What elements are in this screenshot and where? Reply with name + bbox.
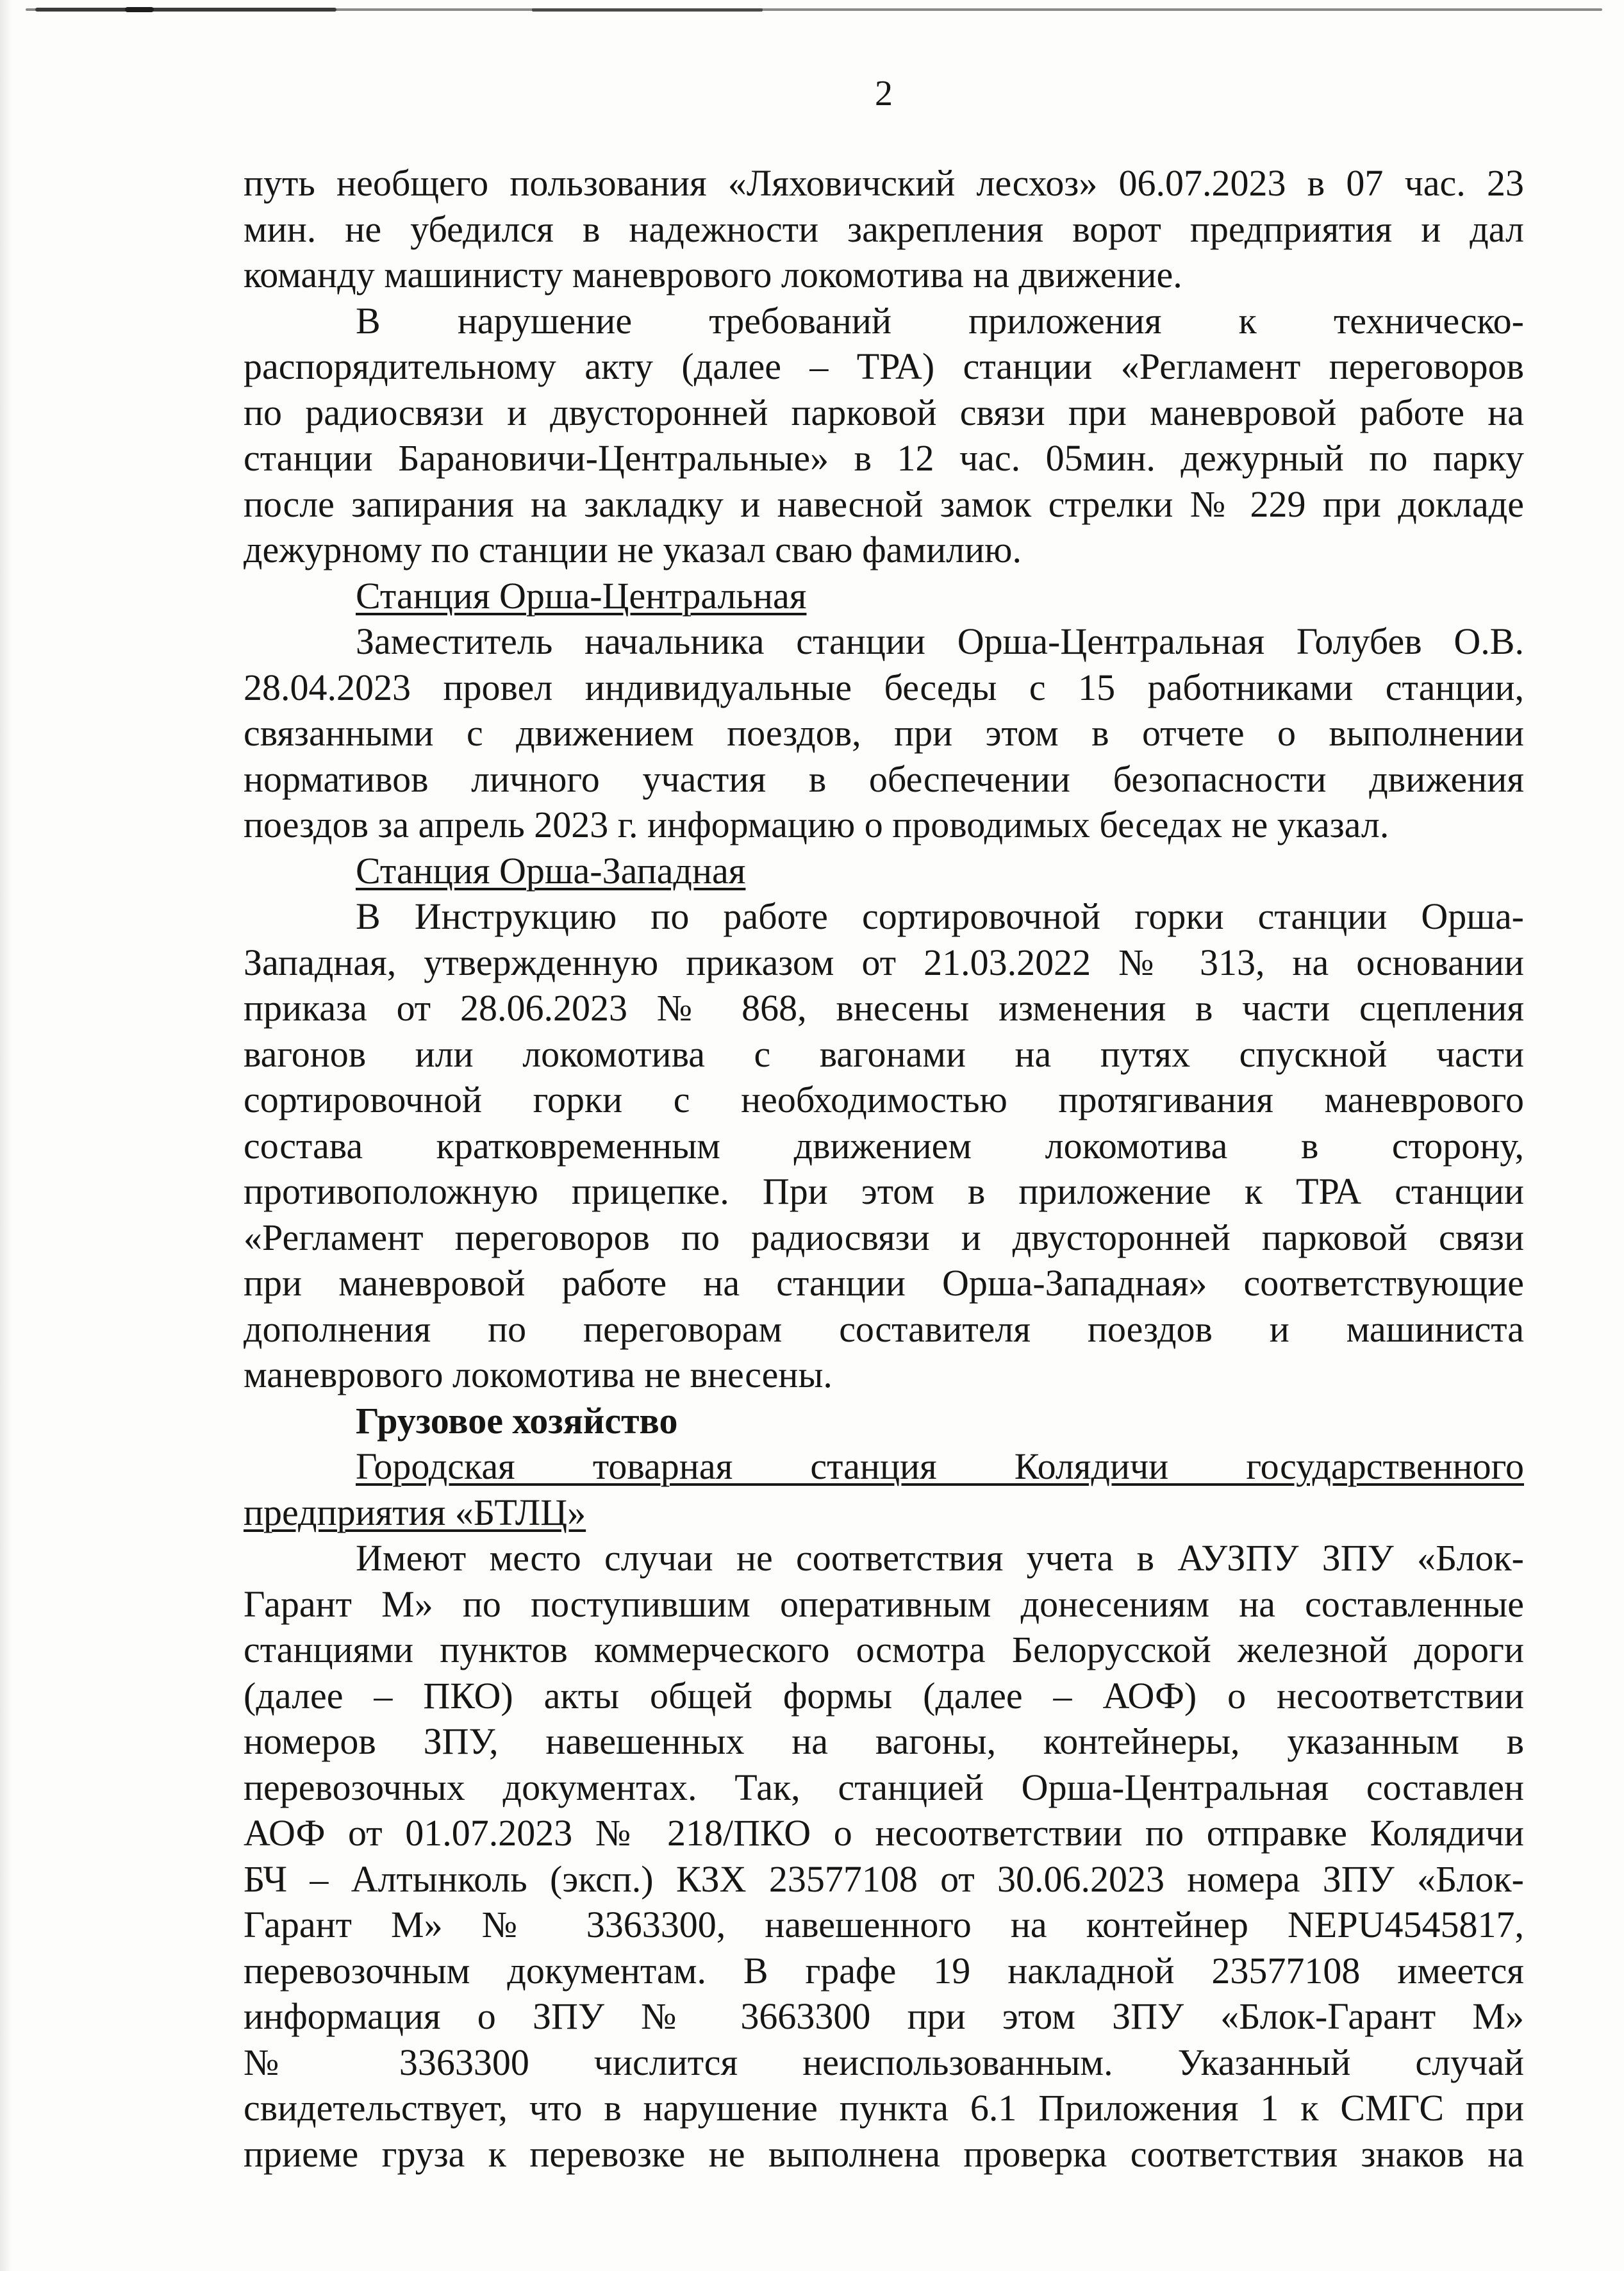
text-line: Станция Орша-Западная	[356, 849, 746, 892]
text-line: состава кратковременным движением локомотива в сторону,	[244, 1124, 1524, 1167]
text-line: Западная, утвержденную приказом от 21.03.2022 № 313, на основании	[244, 941, 1524, 983]
scan-edge-shadow	[0, 0, 12, 2271]
text-line: Городская товарная станция Колядичи государственного	[356, 1445, 1524, 1487]
text-line: дополнения по переговорам составителя поездов и машиниста	[244, 1308, 1524, 1350]
heading-underline	[244, 573, 1524, 619]
text-line: Заместитель начальника станции Орша-Центральная Голубев О.В.	[356, 620, 1524, 662]
text-line: станции Барановичи-Центральные» в 12 час. 05мин. дежурный по парку	[244, 437, 1524, 479]
text-line: путь необщего пользования «Ляховичский лесхоз» 06.07.2023 в 07 час. 23	[244, 162, 1524, 204]
text-line: станциями пунктов коммерческого осмотра Белорусской железной дороги	[244, 1629, 1524, 1670]
text-block	[244, 160, 1524, 2177]
text-line: при маневровой работе на станции Орша-Западная» соответствующие	[244, 1262, 1524, 1304]
text-line: информация о ЗПУ № 3663300 при этом ЗПУ «Блок-Гарант М»	[244, 1995, 1524, 2037]
text-line: противоположную прицепке. При этом в приложение к ТРА станции	[244, 1170, 1524, 1212]
text-line: Гарант М» № 3363300, навешенного на контейнер NEPU4545817,	[244, 1904, 1524, 1945]
paragraph	[244, 160, 1524, 298]
heading-underline	[244, 1443, 1524, 1535]
paragraph	[244, 619, 1524, 848]
text-line: «Регламент переговоров по радиосвязи и двусторонней парковой связи	[244, 1216, 1524, 1258]
scan-artifact-line-segment	[35, 8, 336, 12]
text-line: вагонов или локомотива с вагонами на путях спускной части	[244, 1033, 1524, 1075]
text-line: по радиосвязи и двусторонней парковой связи при маневровой работе на	[244, 391, 1524, 433]
text-line: 28.04.2023 провел индивидуальные беседы с 15 работниками станции,	[244, 666, 1524, 708]
text-line: свидетельствует, что в нарушение пункта 6.1 Приложения 1 к СМГС при	[244, 2087, 1524, 2129]
scan-artifact-line-segment	[532, 8, 763, 12]
text-line: поездов за апрель 2023 г. информацию о проводимых беседах не указал.	[244, 804, 1389, 845]
text-line: Грузовое хозяйство	[356, 1399, 678, 1442]
heading-underline	[244, 848, 1524, 894]
text-line: команду машинисту маневрового локомотива на движение.	[244, 254, 1182, 295]
text-line: приказа от 28.06.2023 № 868, внесены изменения в части сцепления	[244, 987, 1524, 1029]
paragraph	[244, 1535, 1524, 2177]
text-line: № 3363300 числится неиспользованным. Указанный случай	[244, 2041, 1524, 2083]
text-line: перевозочным документам. В графе 19 накладной 23577108 имеется	[244, 1949, 1524, 1992]
text-line: связанными с движением поездов, при этом в отчете о выполнении	[244, 712, 1524, 754]
text-line: Гарант М» по поступившим оперативным донесениям на составленные	[244, 1583, 1524, 1625]
paragraph	[244, 298, 1524, 573]
text-line: предприятия «БТЛЦ»	[244, 1491, 586, 1533]
text-line: Станция Орша-Центральная	[356, 574, 807, 617]
text-line: маневрового локомотива не внесены.	[244, 1354, 833, 1395]
text-line: В нарушение требований приложения к техническо-	[356, 299, 1524, 342]
page-number: 2	[875, 74, 893, 113]
text-line: мин. не убедился в надежности закрепления ворот предприятия и дал	[244, 208, 1524, 250]
scan-artifact-line-segment	[125, 7, 154, 12]
text-line: БЧ – Алтынколь (эксп.) КЗХ 23577108 от 30.06.2023 номера ЗПУ «Блок-	[244, 1858, 1524, 1900]
text-line: (далее – ПКО) акты общей формы (далее – АОФ) о несоответствии	[244, 1674, 1524, 1717]
text-line: номеров ЗПУ, навешенных на вагоны, контейнеры, указанным в	[244, 1720, 1524, 1762]
text-line: перевозочных документах. Так, станцией Орша-Центральная составлен	[244, 1766, 1524, 1808]
text-line: нормативов личного участия в обеспечении безопасности движения	[244, 758, 1524, 800]
text-line: распорядительному акту (далее – ТРА) станции «Регламент переговоров	[244, 345, 1524, 387]
heading-bold	[244, 1398, 1524, 1444]
paragraph	[244, 894, 1524, 1398]
text-line: сортировочной горки с необходимостью протягивания маневрового	[244, 1079, 1524, 1120]
text-line: В Инструкцию по работе сортировочной горки станции Орша-	[356, 895, 1524, 937]
text-line: Имеют место случаи не соответствия учета в АУЗПУ ЗПУ «Блок-	[356, 1537, 1524, 1579]
text-line: приеме груза к перевозке не выполнена проверка соответствия знаков на	[244, 2133, 1524, 2175]
text-line: после запирания на закладку и навесной замок стрелки № 229 при докладе	[244, 483, 1524, 525]
text-line: АОФ от 01.07.2023 № 218/ПКО о несоответствии по отправке Колядичи	[244, 1812, 1524, 1854]
text-line: дежурному по станции не указал сваю фамилию.	[244, 529, 1022, 570]
